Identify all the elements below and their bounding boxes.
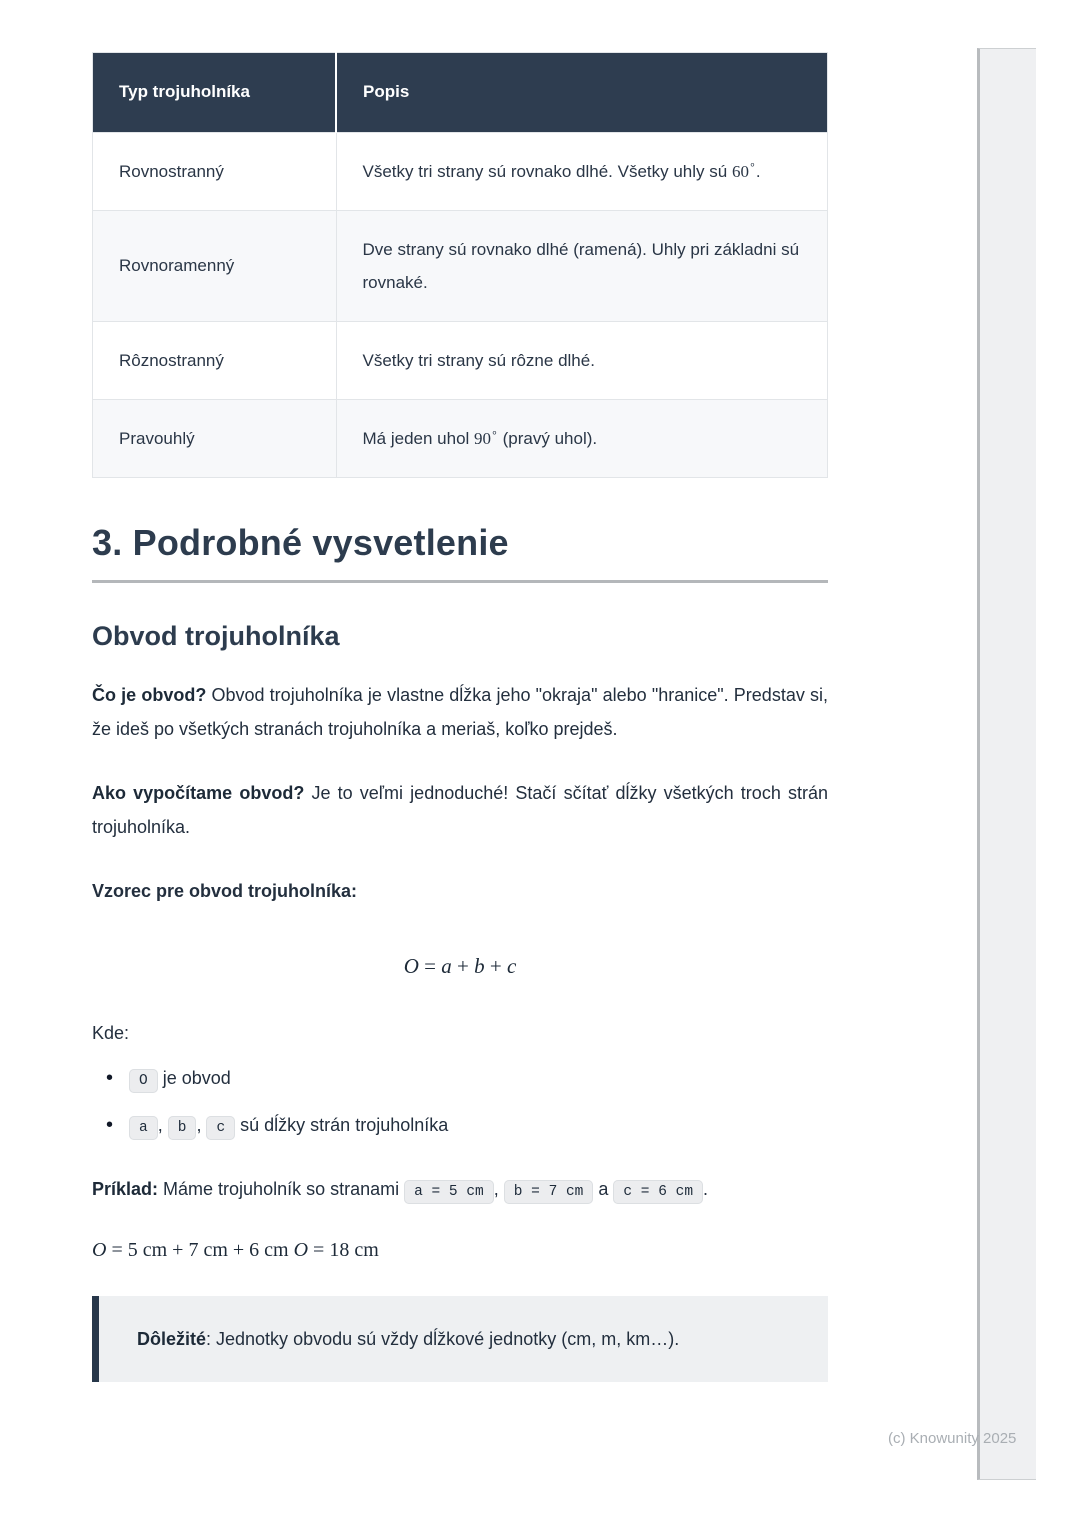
variables-list	[92, 1060, 828, 1146]
math-text: = 18 cm	[308, 1239, 379, 1262]
text-run: je obvod	[157, 1068, 231, 1089]
cell-description	[336, 322, 828, 400]
cell-triangle-type: Pravouhlý	[93, 400, 337, 478]
section-title: 3. Podrobné vysvetlenie	[92, 522, 509, 564]
paragraph-lead-bold: Ako vypočítame obvod?	[92, 783, 305, 804]
bold-text: Príklad:	[92, 1179, 159, 1200]
text-run: .	[703, 1179, 709, 1200]
text-run: .	[755, 161, 761, 181]
cell-triangle-type: Rovnoramenný	[93, 210, 337, 321]
text-run: Má jeden uhol	[362, 429, 475, 449]
text-run: (pravý uhol).	[497, 429, 598, 449]
text-run: sú dĺžky strán trojuholníka	[235, 1115, 449, 1136]
text-run: ,	[493, 1179, 504, 1200]
example-calculation	[92, 1239, 828, 1262]
code-chip: a = 5 cm	[404, 1180, 494, 1204]
table-header	[93, 53, 828, 133]
text-run: ,	[196, 1115, 207, 1136]
degree-symbol: ∘	[491, 426, 498, 439]
paragraph-text: Je to veľmi jednoduché! Stačí sčítať dĺžky všetkých troch strán trojuholníka.	[92, 783, 828, 838]
math-text: 60	[731, 161, 749, 181]
triangle-types-table	[92, 52, 828, 478]
paragraph-how-to-compute	[92, 776, 828, 844]
cell-description	[336, 132, 828, 210]
math-variable: O	[293, 1239, 309, 1262]
formula-label: Vzorec pre obvod trojuholníka:	[92, 881, 358, 902]
math-text: +	[484, 954, 507, 979]
list-item	[106, 1107, 828, 1146]
subsection-title: Obvod trojuholníka	[92, 621, 340, 652]
code-chip: c	[206, 1116, 235, 1140]
math-text: +	[451, 954, 475, 979]
important-callout	[92, 1296, 828, 1382]
cell-description	[336, 210, 828, 321]
table-row	[93, 400, 828, 478]
column-header-type: Typ trojuholníka	[93, 53, 337, 133]
cell-triangle-type: Rôznostranný	[93, 322, 337, 400]
degree-symbol: ∘	[748, 158, 756, 171]
cell-description	[336, 400, 828, 478]
example-paragraph	[92, 1172, 828, 1209]
code-chip: O	[129, 1069, 158, 1093]
math-text: 90	[474, 429, 492, 449]
list-item	[106, 1060, 828, 1099]
callout-label: Dôležité	[137, 1329, 207, 1350]
math-text: =	[418, 954, 442, 979]
kde-label: Kde:	[92, 1023, 130, 1044]
paragraph-text: Obvod trojuholníka je vlastne dĺžka jeho "okraja" alebo "hranice". Predstav si, že ideš po všetkých stranách trojuholníka a meriaš, koľko prejdeš.	[92, 685, 828, 740]
text-run: Dve strany sú rovnako dlhé (ramená). Uhly pri základni sú rovnaké.	[362, 239, 800, 292]
cell-triangle-type: Rovnostranný	[93, 132, 337, 210]
copyright-note: (c) Knowunity 2025	[888, 1430, 1017, 1447]
perimeter-formula	[92, 954, 828, 979]
document-content	[92, 52, 828, 1382]
paragraph-lead-bold: Čo je obvod?	[92, 685, 207, 706]
text-run: a	[593, 1179, 614, 1200]
table-row	[93, 132, 828, 210]
table-header-row	[93, 53, 828, 133]
math-variable: c	[506, 954, 517, 979]
callout-text: : Jednotky obvodu sú vždy dĺžkové jednotky (cm, m, km…).	[206, 1329, 680, 1350]
paragraph-what-is-perimeter	[92, 678, 828, 746]
math-variable: b	[474, 954, 485, 979]
code-chip: b = 7 cm	[504, 1180, 594, 1204]
table-row	[93, 322, 828, 400]
math-variable: a	[441, 954, 452, 979]
table-row	[93, 210, 828, 321]
text-run: Máme trojuholník so stranami	[158, 1179, 405, 1200]
section-divider	[92, 580, 828, 583]
math-text: = 5 cm + 7 cm + 6 cm	[106, 1239, 294, 1262]
text-run: Všetky tri strany sú rôzne dlhé.	[362, 351, 595, 371]
code-chip: a	[129, 1116, 158, 1140]
text-run: ,	[157, 1115, 168, 1136]
scrollbar-track[interactable]	[977, 48, 1036, 1480]
math-variable: O	[403, 954, 419, 979]
text-run: Všetky tri strany sú rovnako dlhé. Všetky uhly sú	[362, 161, 732, 181]
math-variable: O	[92, 1239, 107, 1262]
column-header-popis: Popis	[336, 53, 828, 133]
code-chip: b	[168, 1116, 197, 1140]
table-body	[93, 132, 828, 478]
code-chip: c = 6 cm	[613, 1180, 703, 1204]
